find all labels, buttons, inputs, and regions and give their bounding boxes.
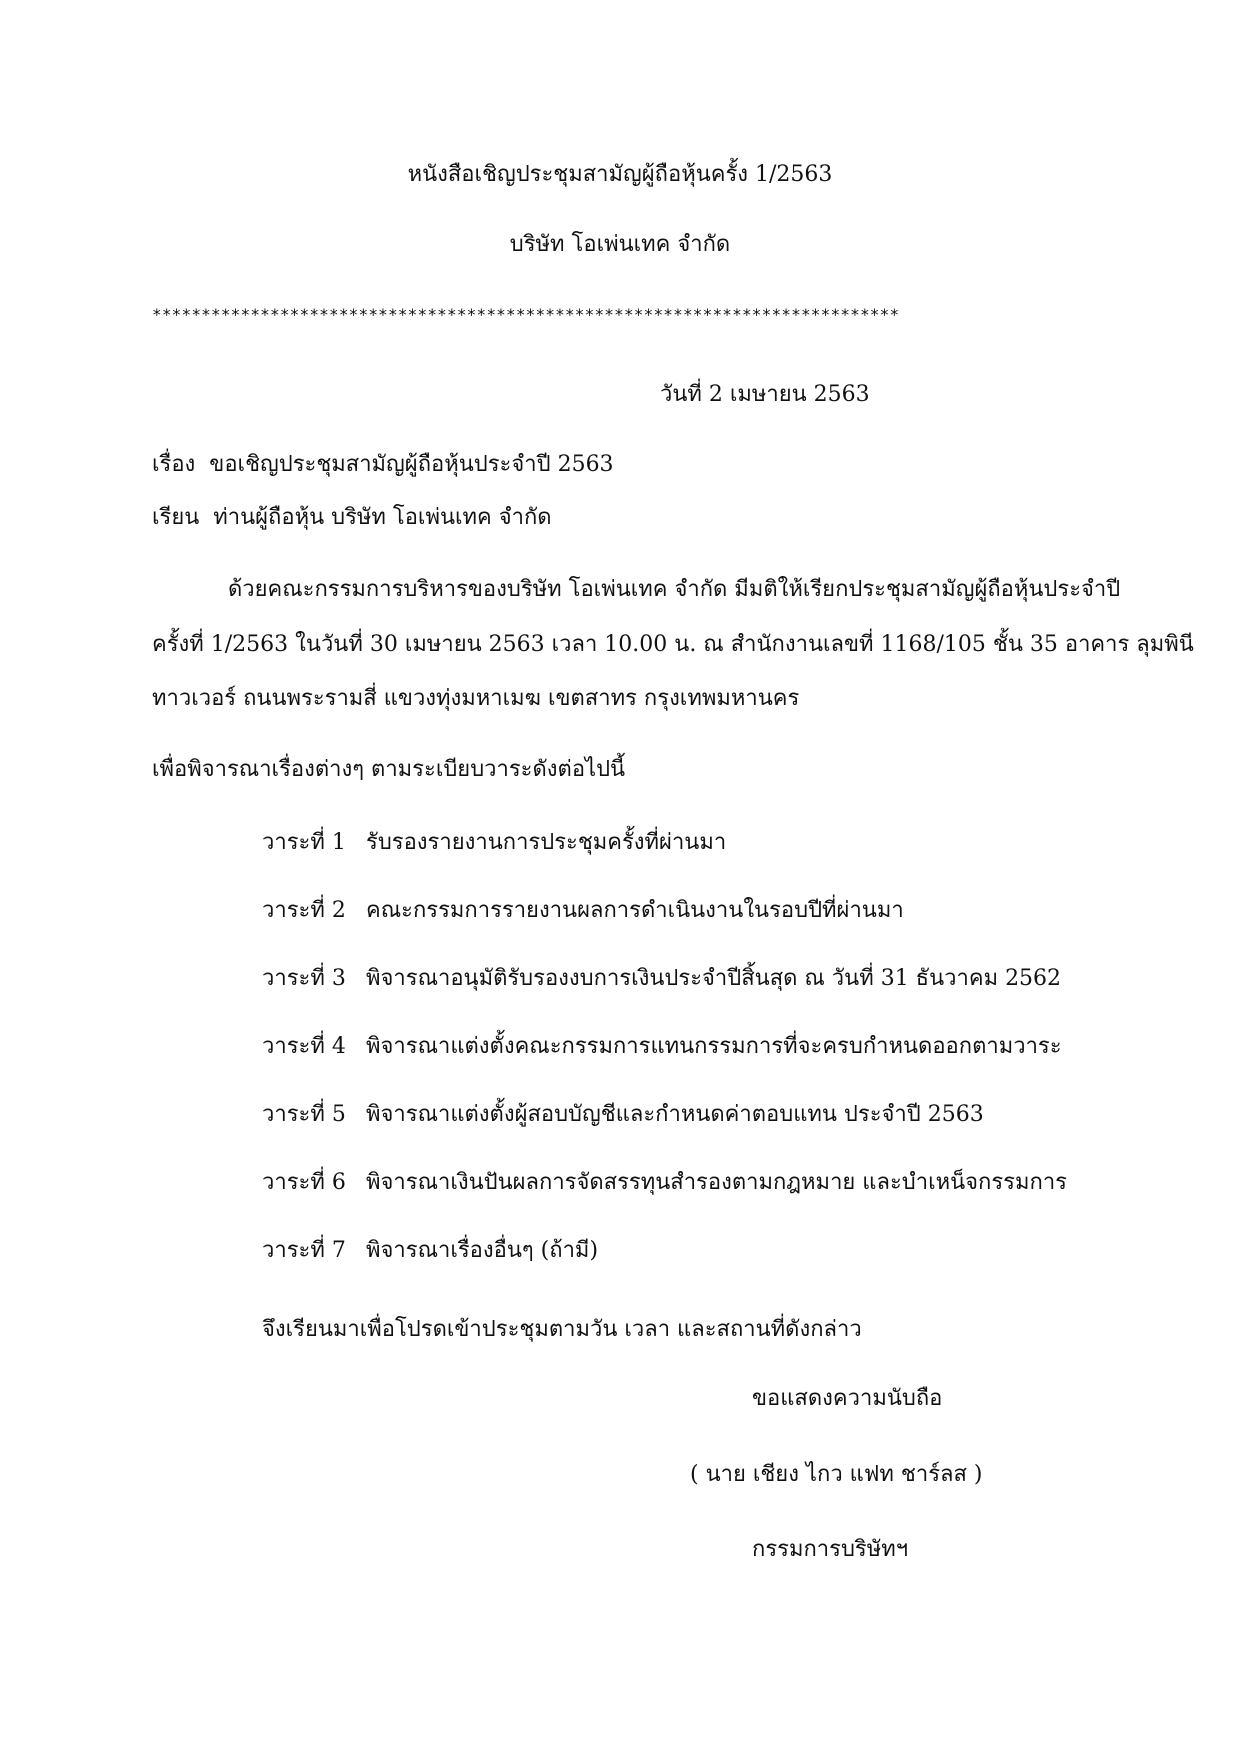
- letter-date: วันที่ 2 เมษายน 2563: [660, 382, 870, 407]
- agenda-number: วาระที่ 5: [262, 1102, 346, 1127]
- agenda-text: คณะกรรมการรายงานผลการดำเนินงานในรอบปีที่ผ่านมา: [366, 898, 904, 923]
- signature-position: กรรมการบริษัทฯ: [752, 1537, 909, 1562]
- agenda-number: วาระที่ 6: [262, 1170, 346, 1195]
- agenda-number: วาระที่ 2: [262, 898, 346, 923]
- closing-line: จึงเรียนมาเพื่อโปรดเข้าประชุมตามวัน เวลา และสถานที่ดังกล่าว: [262, 1317, 862, 1342]
- recipient-text: ท่านผู้ถือหุ้น บริษัท โอเพ่นเทค จำกัด: [213, 505, 552, 530]
- agenda-text: พิจารณาอนุมัติรับรองงบการเงินประจำปีสิ้นสุด ณ วันที่ 31 ธันวาคม 2562: [366, 966, 1062, 991]
- agenda-item-1: [262, 828, 726, 858]
- agenda-text: พิจารณาแต่งตั้งผู้สอบบัญชีและกำหนดค่าตอบแทน ประจำปี 2563: [366, 1102, 984, 1127]
- agenda-text: พิจารณาเงินปันผลการจัดสรรทุนสำรองตามกฎหมาย และบำเหน็จกรรมการ: [366, 1170, 1067, 1195]
- signature-regards: ขอแสดงความนับถือ: [752, 1386, 943, 1411]
- agenda-text: พิจารณาเรื่องอื่นๆ (ถ้ามี): [366, 1238, 599, 1263]
- signature-name: ( นาย เชียง ไกว แฟท ชาร์ลส ): [690, 1462, 983, 1487]
- agenda-item-4: [262, 1032, 1062, 1062]
- recipient-label: เรียน: [152, 505, 200, 530]
- agenda-intro: เพื่อพิจารณาเรื่องต่างๆ ตามระเบียบวาระดังต่อไปนี้: [152, 757, 626, 782]
- agenda-text: รับรองรายงานการประชุมครั้งที่ผ่านมา: [366, 830, 727, 855]
- subject-text: ขอเชิญประชุมสามัญผู้ถือหุ้นประจำปี 2563: [209, 452, 614, 477]
- agenda-number: วาระที่ 3: [262, 966, 346, 991]
- recipient-line: [152, 503, 552, 533]
- body-line-2: ครั้งที่ 1/2563 ในวันที่ 30 เมษายน 2563 เวลา 10.00 น. ณ สำนักงานเลขที่ 1168/105 ชั้น 35 อาคาร ลุมพินี: [152, 632, 1194, 657]
- agenda-item-6: [262, 1168, 1067, 1198]
- agenda-item-7: [262, 1236, 598, 1266]
- agenda-number: วาระที่ 1: [262, 830, 346, 855]
- body-line-1: ด้วยคณะกรรมการบริหารของบริษัท โอเพ่นเทค จำกัด มีมติให้เรียกประชุมสามัญผู้ถือหุ้นประจำปี: [228, 577, 1121, 602]
- agenda-text: พิจารณาแต่งตั้งคณะกรรมการแทนกรรมการที่จะครบกำหนดออกตามวาระ: [366, 1034, 1062, 1059]
- company-name: บริษัท โอเพ่นเทค จำกัด: [509, 232, 731, 257]
- agenda-item-5: [262, 1100, 984, 1130]
- subject-line: [152, 450, 614, 480]
- separator-line: ****************************************************************************: [152, 305, 900, 324]
- agenda-item-3: [262, 964, 1061, 994]
- agenda-item-2: [262, 896, 904, 926]
- agenda-number: วาระที่ 7: [262, 1238, 346, 1263]
- agenda-number: วาระที่ 4: [262, 1034, 346, 1059]
- subject-label: เรื่อง: [152, 452, 196, 477]
- body-line-3: ทาวเวอร์ ถนนพระรามสี่ แขวงทุ่งมหาเมฆ เขตสาทร กรุงเทพมหานคร: [152, 686, 800, 711]
- document-title: หนังสือเชิญประชุมสามัญผู้ถือหุ้นครั้ง 1/2563: [407, 162, 833, 187]
